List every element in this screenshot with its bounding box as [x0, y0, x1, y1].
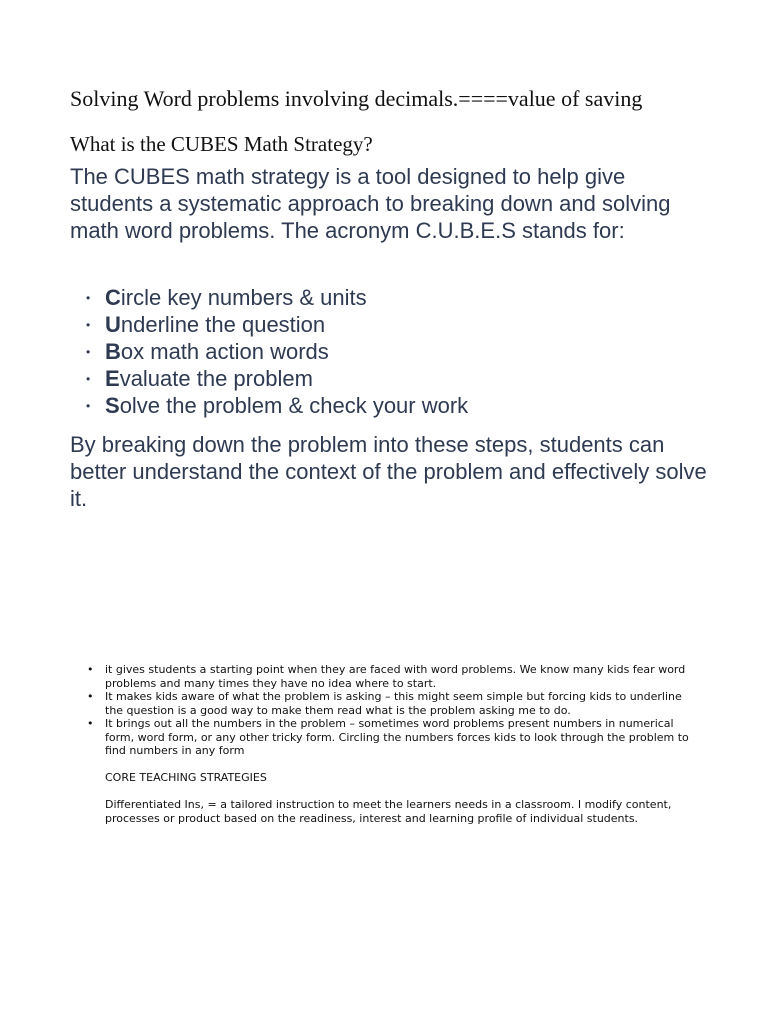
- document-title: Solving Word problems involving decimals.====value of saving: [70, 86, 643, 111]
- list-item: [70, 392, 468, 419]
- acronym-letter: S: [105, 393, 120, 418]
- list-item: • It brings out all the numbers in the problem – sometimes word problems present numbers in numerical form, word form, or any other tricky form. Circling the numbers forces kids to look through the problem to find numbers in any form: [70, 717, 698, 758]
- acronym-letter: E: [105, 366, 120, 391]
- acronym-letter: U: [105, 312, 121, 337]
- list-item: • it gives students a starting point when they are faced with word problems. We know many kids fear word problems and many times they have no idea where to start.: [70, 663, 698, 690]
- list-item-text: ircle key numbers & units: [120, 285, 367, 310]
- intro-paragraph: The CUBES math strategy is a tool designed to help give students a systematic approach to breaking down and solving math word problems. The acronym C.U.B.E.S stands for:: [70, 164, 671, 243]
- list-item-text: valuate the problem: [119, 366, 313, 391]
- list-item: [70, 338, 468, 365]
- list-item-text: olve the problem & check your work: [119, 393, 469, 418]
- spacer: [70, 785, 698, 799]
- benefits-list: [70, 663, 698, 758]
- section-heading-cubes: What is the CUBES Math Strategy?: [70, 132, 373, 156]
- list-item: [70, 284, 468, 311]
- outro-paragraph: By breaking down the problem into these steps, students can better understand the context of the problem and effectively solve it.: [70, 432, 707, 511]
- list-item: [70, 311, 468, 338]
- spacer: [70, 758, 698, 772]
- list-item: • It makes kids aware of what the problem is asking – this might seem simple but forcing kids to underline the question is a good way to make them read what is the problem asking me to do.: [70, 690, 698, 717]
- notes-section: [70, 663, 698, 825]
- differentiated-paragraph: Differentiated Ins, = a tailored instruction to meet the learners needs in a classroom. I modify content, processes or product based on the readiness, interest and learning profile of individual students.: [105, 798, 672, 825]
- list-item-text: nderline the question: [120, 312, 326, 337]
- core-strategies-heading: CORE TEACHING STRATEGIES: [105, 771, 267, 784]
- list-item: [70, 365, 468, 392]
- list-item-text: ox math action words: [120, 339, 329, 364]
- acronym-letter: B: [105, 339, 121, 364]
- acronym-letter: C: [105, 285, 121, 310]
- cubes-list: [70, 284, 468, 419]
